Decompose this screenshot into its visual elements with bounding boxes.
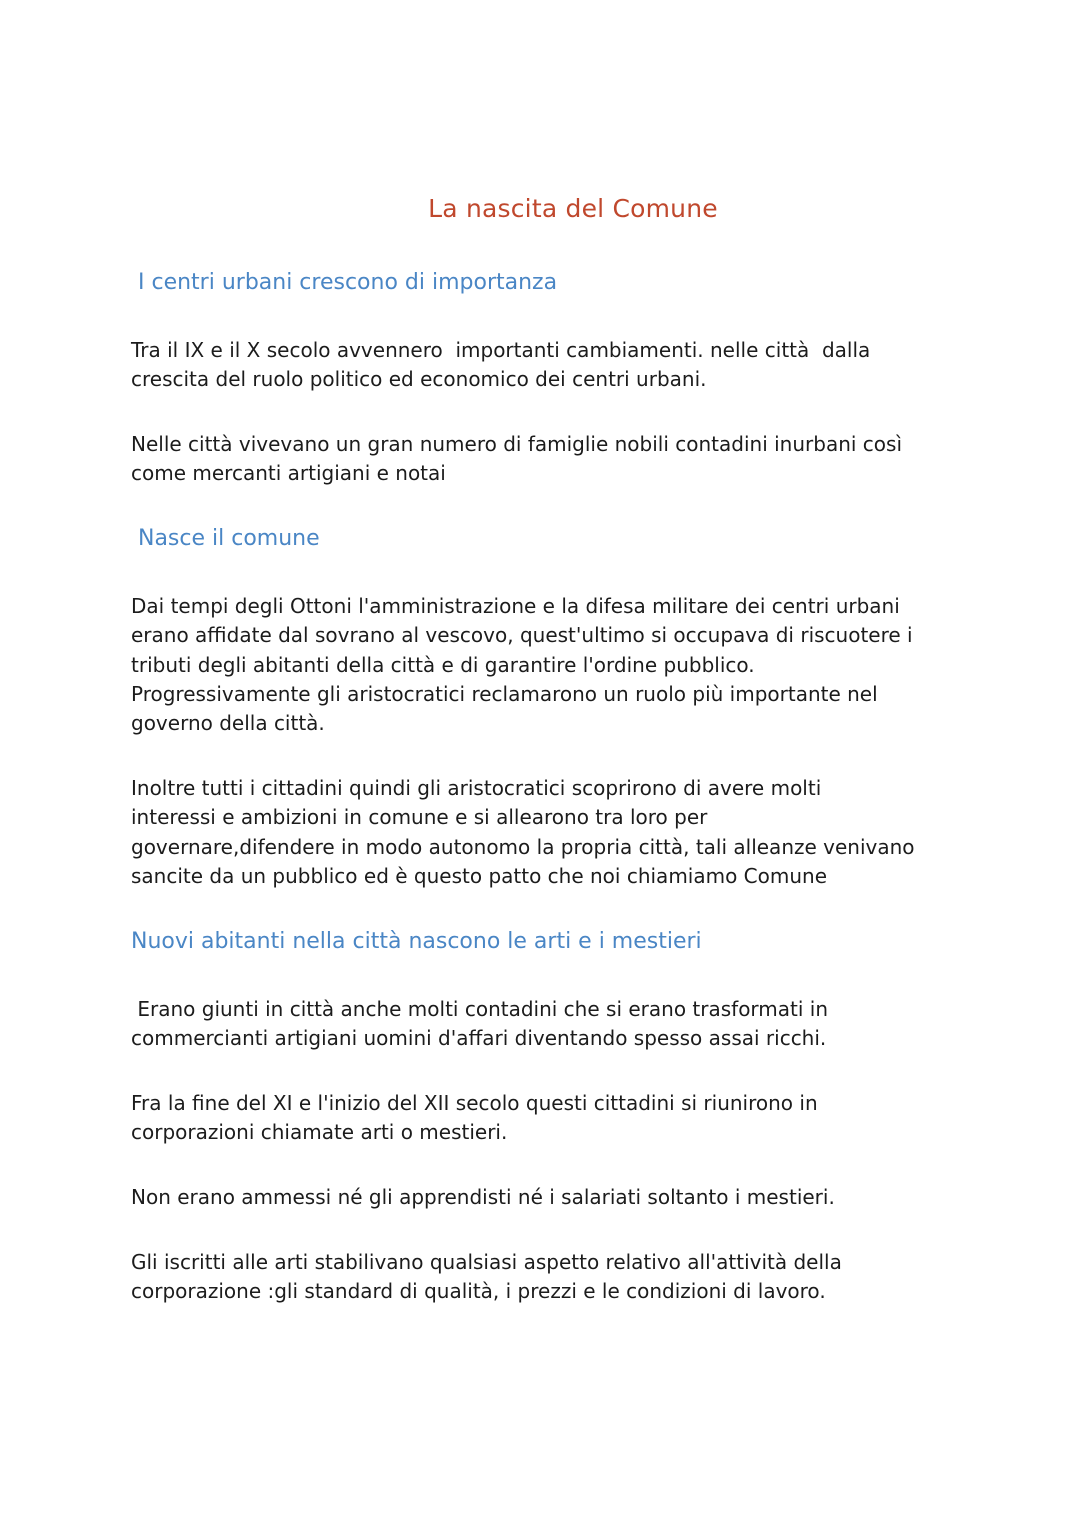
- paragraph: [131, 1183, 961, 1212]
- paragraph-line: governo della città.: [131, 711, 325, 736]
- paragraph-line: come mercanti artigiani e notai: [131, 461, 446, 486]
- paragraph: [131, 430, 961, 489]
- paragraph: [131, 592, 961, 738]
- paragraph: [131, 1089, 961, 1148]
- paragraph-line: tributi degli abitanti della città e di garantire l'ordine pubblico.: [131, 652, 755, 677]
- paragraph-line: corporazioni chiamate arti o mestieri.: [131, 1120, 508, 1145]
- section-heading-nasce-il-comune: Nasce il comune: [131, 526, 320, 551]
- paragraph-line: Progressivamente gli aristocratici reclamarono un ruolo più importante nel: [131, 681, 878, 706]
- paragraph: [131, 336, 961, 395]
- paragraph-line: interessi e ambizioni in comune e si allearono tra loro per: [131, 805, 708, 830]
- paragraph-line: Fra la fine del XI e l'inizio del XII secolo questi cittadini si riunirono in: [131, 1091, 818, 1115]
- paragraph-line: Non erano ammessi né gli apprendisti né i salariati soltanto i mestieri.: [131, 1185, 835, 1209]
- document-title: La nascita del Comune: [428, 194, 718, 223]
- section-heading-nuovi-abitanti: Nuovi abitanti nella città nascono le arti e i mestieri: [131, 929, 702, 954]
- paragraph-line: sancite da un pubblico ed è questo patto che noi chiamiamo Comune: [131, 863, 828, 888]
- paragraph: [131, 995, 961, 1054]
- paragraph-line: commercianti artigiani uomini d'affari diventando spesso assai ricchi.: [131, 1026, 827, 1051]
- paragraph: [131, 1248, 961, 1307]
- paragraph-line: Inoltre tutti i cittadini quindi gli aristocratici scoprirono di avere molti: [131, 776, 822, 800]
- paragraph-line: governare,difendere in modo autonomo la propria città, tali alleanze venivano: [131, 834, 915, 859]
- paragraph-line: Erano giunti in città anche molti contadini che si erano trasformati in: [131, 997, 829, 1021]
- paragraph-line: Tra il IX e il X secolo avvennero importanti cambiamenti. nelle città dalla: [131, 338, 871, 362]
- paragraph-line: Dai tempi degli Ottoni l'amministrazione e la difesa militare dei centri urbani: [131, 594, 900, 618]
- paragraph-line: Gli iscritti alle arti stabilivano qualsiasi aspetto relativo all'attività della: [131, 1250, 842, 1274]
- paragraph-line: erano affidate dal sovrano al vescovo, quest'ultimo si occupava di riscuotere i: [131, 623, 913, 648]
- section-heading-centri-urbani: I centri urbani crescono di importanza: [131, 270, 558, 295]
- paragraph-line: corporazione :gli standard di qualità, i prezzi e le condizioni di lavoro.: [131, 1279, 826, 1304]
- paragraph-line: Nelle città vivevano un gran numero di famiglie nobili contadini inurbani così: [131, 432, 902, 456]
- paragraph: [131, 774, 961, 891]
- paragraph-line: crescita del ruolo politico ed economico dei centri urbani.: [131, 367, 707, 392]
